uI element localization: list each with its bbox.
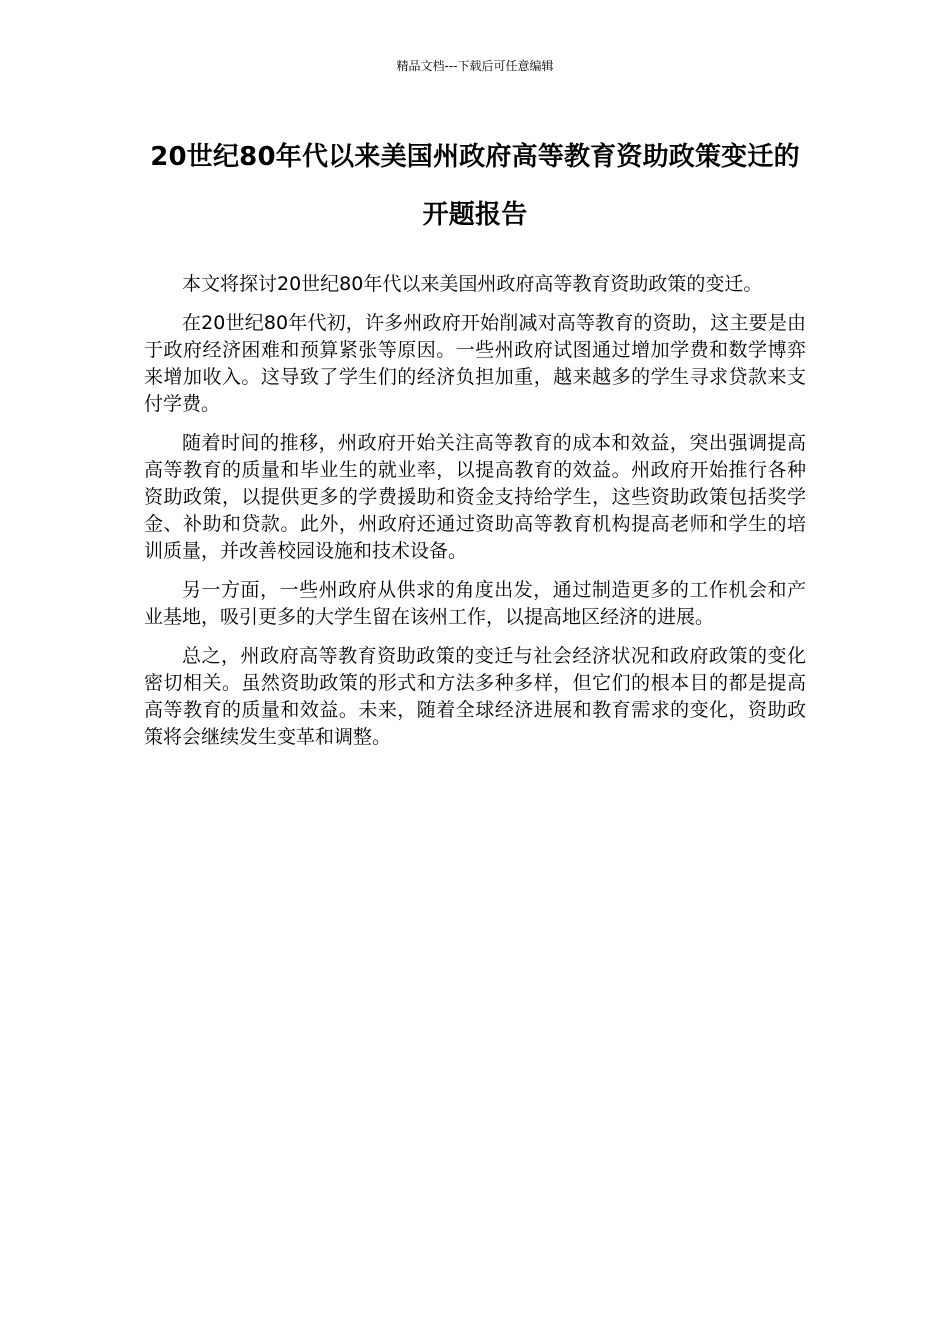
paragraph: 本文将探讨20世纪80年代以来美国州政府高等教育资助政策的变迁。 (182, 273, 763, 295)
paragraph: 总之，州政府高等教育资助政策的变迁与社会经济状况和政府政策的变化密切相关。虽然资助政策的形式和方法多种多样，但它们的根本目的都是提高高等教育的质量和效益。未来，随着全球经济进展和教育需求的变化，资助政策将会继续发生变革和调整。 (144, 645, 806, 748)
document-title: 20世纪80年代以来美国州政府高等教育资助政策变迁的开题报告 (150, 142, 800, 230)
paragraph: 另一方面，一些州政府从供求的角度出发，通过制造更多的工作机会和产业基地，吸引更多的大学生留在该州工作，以提高地区经济的进展。 (144, 579, 806, 628)
header-note: 精品文档---下载后可任意编辑 (396, 59, 554, 73)
paragraph: 在20世纪80年代初，许多州政府开始削减对高等教育的资助，这主要是由于政府经济困难和预算紧张等原因。一些州政府试图通过增加学费和数学博弈来增加收入。这导致了学生们的经济负担加重，越来越多的学生寻求贷款来支付学费。 (144, 312, 806, 415)
paragraph: 随着时间的推移，州政府开始关注高等教育的成本和效益，突出强调提高高等教育的质量和毕业生的就业率，以提高教育的效益。州政府开始推行各种资助政策，以提供更多的学费援助和资金支持给学生，这些资助政策包括奖学金、补助和贷款。此外，州政府还通过资助高等教育机构提高老师和学生的培训质量，并改善校园设施和技术设备。 (144, 432, 806, 562)
document-body (144, 271, 806, 763)
